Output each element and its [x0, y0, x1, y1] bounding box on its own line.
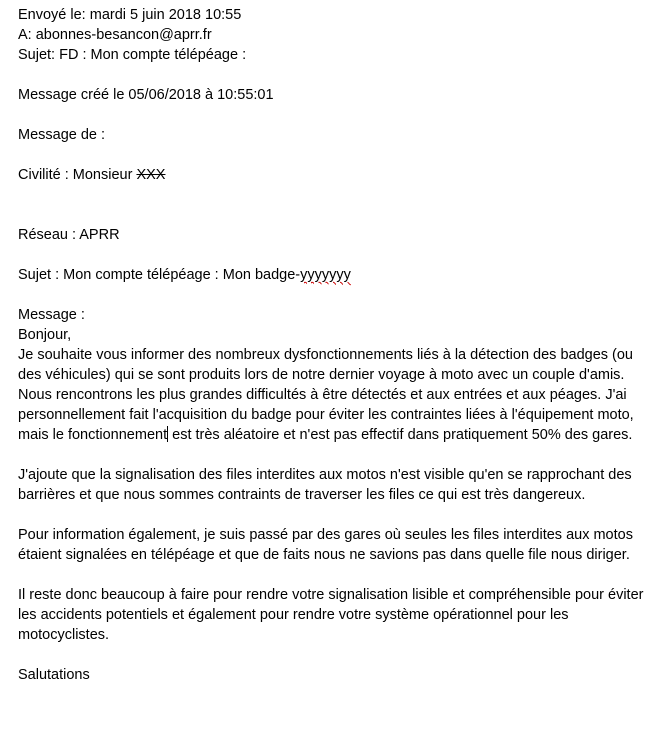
- subject-line: Sujet: FD : Mon compte télépéage :: [18, 47, 247, 63]
- message-subject-line: [18, 265, 654, 285]
- paragraph-1-part-2: est très aléatoire et n'est pas effectif dans pratiquement 50% des gares.: [168, 427, 633, 443]
- message-created-line: Message créé le 05/06/2018 à 10:55:01: [18, 87, 274, 103]
- network-line: Réseau : APRR: [18, 227, 120, 243]
- sent-date-line: Envoyé le: mardi 5 juin 2018 10:55: [18, 7, 242, 23]
- paragraph-2: J'ajoute que la signalisation des files interdites aux motos n'est visible qu'en se rapprochant des barrières et que nous sommes contraints de traverser les files ce qui est très dangereux.: [18, 467, 632, 503]
- spacer: [18, 285, 654, 305]
- spacer: [18, 445, 654, 465]
- spacer: [18, 65, 654, 85]
- badge-number: yyyyyyy: [300, 267, 351, 283]
- spacer: [18, 645, 654, 665]
- spacer: [18, 185, 654, 225]
- spacer: [18, 105, 654, 125]
- closing: Salutations: [18, 667, 90, 683]
- paragraph-1: [18, 345, 654, 445]
- paragraph-3: Pour information également, je suis passé par des gares où seules les files interdites aux motos étaient signalées en télépéage et que de faits nous ne savions pas dans quelle file nous diriger.: [18, 527, 633, 563]
- message-label: Message :: [18, 307, 85, 323]
- spacer: [18, 565, 654, 585]
- email-document: [18, 5, 654, 685]
- greeting: Bonjour,: [18, 327, 72, 343]
- paragraph-1-part-1: Je souhaite vous informer des nombreux dysfonctionnements liés à la détection des badges (ou des véhicules) qui se sont produits lors de notre dernier voyage à moto avec un couple d'amis. Nous rencontrons les plus grandes difficultés à être détectés et aux entrées et aux péages. J'ai personnellement fait l'acquisition du badge pour éviter les contraintes liées à l'équipement moto, mais le fonctionnement: [18, 347, 634, 443]
- redacted-name: XXX: [136, 167, 166, 183]
- paragraph-4: Il reste donc beaucoup à faire pour rendre votre signalisation lisible et compréhensible pour éviter les accidents potentiels et également pour rendre votre système opérationnel pour les motocyclistes.: [18, 587, 644, 643]
- spacer: [18, 145, 654, 165]
- message-subject-label: Sujet : Mon compte télépéage : Mon badge-: [18, 267, 301, 283]
- spacer: [18, 245, 654, 265]
- message-from-label: Message de :: [18, 127, 106, 143]
- civility-label: Civilité : Monsieur: [18, 167, 137, 183]
- civility-line: [18, 165, 654, 185]
- recipient-line: A: abonnes-besancon@aprr.fr: [18, 27, 212, 43]
- spacer: [18, 505, 654, 525]
